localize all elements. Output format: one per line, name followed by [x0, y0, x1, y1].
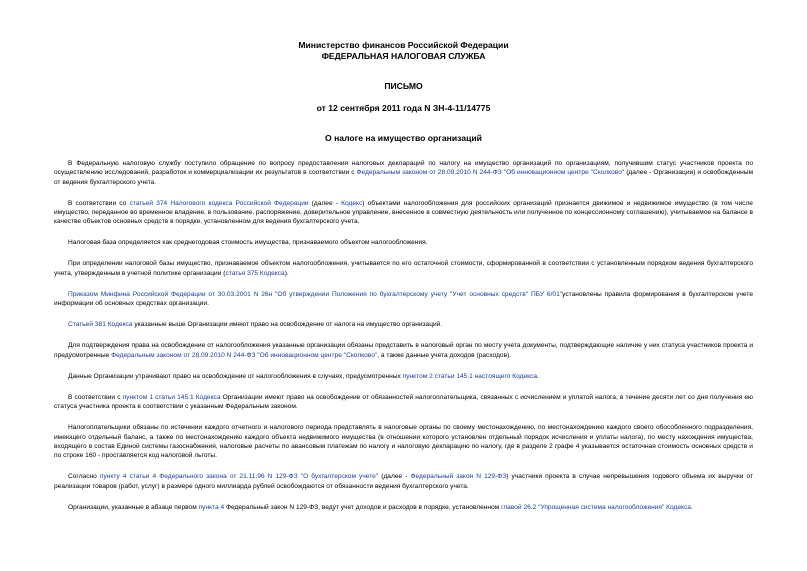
paragraph-text: Организации имеют право на освобождение от обязанностей налогоплательщика, связанных с исчислением и уплатой налога, в течение десяти лет со дня получения ею статуса участника проекта в соответствии с указанным Федеральным законом.	[54, 393, 753, 411]
paragraph-10	[54, 423, 753, 460]
paragraph-text: ).	[284, 269, 289, 277]
paragraph-text: Организации, указанные в абзаце первом	[68, 503, 199, 511]
paragraph-11	[54, 472, 753, 491]
paragraph-9	[54, 393, 753, 412]
paragraph-text: (далее - Организации) и освобожденным от ведения бухгалтерского учета.	[54, 169, 753, 186]
document-body	[54, 159, 753, 512]
paragraph-text: ) объектами налогообложения для российских организаций признается движимое и недвижимое имущество (в том числе имущество, переданное во временное владение, в пользование, распоряжение, доверительное управление, внесенное в совместную деятельность или полученное по концессионному соглашению), учитываемое на балансе в качестве объектов основных средств в порядке, установленном для ведения бухгалтерского учета.	[54, 199, 753, 226]
paragraph-6	[54, 320, 753, 329]
paragraph-2	[54, 199, 753, 227]
paragraph-text: (далее -	[378, 473, 411, 481]
paragraph-1	[54, 159, 753, 187]
paragraph-text: ) участники проекта в случае непревышения годового объема их выручки от реализации товаров (работ, услуг) в размере одного миллиарда рублей освобождаются от обязанности ведения бухгалтерского учета.	[54, 473, 753, 490]
paragraph-text: Налоговая база определяется как среднегодовая стоимость имущества, признаваемого объектом налогообложения.	[68, 239, 428, 247]
paragraph-text: Для подтверждения права на освобождение от налогообложения указанные организации обязаны представить в налоговый орган по месту учета документы, подтверждающие наличие у них статуса участников проекта и предусмотренные	[54, 342, 753, 359]
document-link[interactable]: пункту 4 статьи 4 Федерального закона от 21.11.96 N 129-ФЗ "О бухгалтерском учете"	[99, 473, 379, 481]
paragraph-text: .	[690, 503, 693, 511]
document-header	[54, 40, 753, 113]
document-link[interactable]: пункта 4	[198, 503, 225, 511]
paragraph-7	[54, 341, 753, 360]
paragraph-text: В соответствии с	[68, 393, 123, 401]
paragraph-text: При определении налоговой базы имущество, признаваемое объектом налогообложения, учитывается по его остаточной стоимости, сформированной в соответствии с установленным порядком ведения бухгалтерского учета, утвержденным в учетной политике организации (	[54, 260, 753, 277]
paragraph-text: Федеральный закон N 129-ФЗ, ведут учет доходов и расходов в порядке, установленном	[224, 503, 502, 511]
document-link[interactable]: Федеральным законом от 28.09.2010 N 244-ФЗ "Об инновационном центре "Сколково"	[356, 169, 625, 177]
paragraph-text: , а также данные учета доходов (расходов).	[377, 351, 512, 359]
ministry-name: Министерство финансов Российской Федерации	[298, 40, 509, 50]
paragraph-5	[54, 290, 753, 309]
paragraph-8	[54, 372, 753, 381]
document-link[interactable]: Приказом Минфина Российской Федерации от 30.03.2001 N 26н "Об утверждении Положения по бухгалтерскому учету "Учет основных средств" ПБУ 6/01"	[68, 290, 563, 298]
document-link[interactable]: статьей 374 Налогового кодекса Российской Федерации	[129, 199, 309, 207]
service-name: ФЕДЕРАЛЬНАЯ НАЛОГОВАЯ СЛУЖБА	[321, 50, 486, 61]
document-type: ПИСЬМО	[384, 81, 423, 91]
document-link[interactable]: статья 375 Кодекса	[225, 269, 285, 277]
paragraph-text: установлены правила формирования в бухгалтерском учете информации об основных средствах организации.	[54, 290, 753, 308]
paragraph-text: Согласно	[68, 473, 100, 481]
paragraph-text: В соответствии со	[68, 199, 130, 207]
paragraph-4	[54, 259, 753, 278]
document-link[interactable]: главой 26.2 "Упрощенная система налогообложения" Кодекса	[501, 503, 691, 511]
paragraph-text: .	[537, 372, 539, 380]
document-link[interactable]: Федеральным законом от 28.09.2010 N 244-ФЗ "Об инновационном центре "Сколково"	[111, 351, 378, 359]
document-link[interactable]: пунктом 2 статьи 145.1 настоящего Кодекса	[402, 372, 538, 380]
document-link[interactable]: Статьей 381 Кодекса	[68, 321, 133, 329]
paragraph-text: (далее -	[308, 199, 342, 207]
document-link[interactable]: пунктом 1 статьи 145.1 Кодекса	[122, 393, 221, 401]
document-link[interactable]: Кодекс	[341, 199, 363, 207]
paragraph-text: Налогоплательщики обязаны по истечении каждого отчетного и налогового периода представлять в налоговые органы по своему местонахождению, по местонахождению каждого своего обособленного подразделения, имеющего отдельный баланс, а также по местонахождению каждого объекта недвижимого имущества (в отношении которого установлен отдельный порядок исчисления и уплаты налога), по месту нахождения имущества, входящего в состав Единой системы газоснабжения, налоговые расчеты по авансовым платежам по налогу и налоговую декларацию по налогу, где в разделе 2 графе 4 указывается остаточная стоимость основных средств и по строке 160 - проставляется код налоговой льготы.	[54, 424, 753, 460]
paragraph-text: В Федеральную налоговую службу поступило обращение по вопросу предоставления налоговых деклараций по налогу на имущество организаций по организациям, получившим статус участников проекта по осуществлению исследований, разработок и коммерциализации их результатов в соответствии с	[54, 160, 753, 177]
paragraph-12	[54, 503, 753, 512]
paragraph-text: Данные Организации утрачивают право на освобождение от налогообложения в случаях, предусмотренных	[68, 372, 403, 380]
paragraph-3	[54, 238, 753, 247]
paragraph-text: указанные выше Организации имеют право на освобождение от налога на имущество организаций.	[132, 321, 443, 329]
document-link[interactable]: Федеральный закон N 129-ФЗ	[410, 473, 507, 481]
document-subject: О налоге на имущество организаций	[325, 133, 482, 143]
document-date: от 12 сентября 2011 года N ЗН-4-11/14775	[316, 102, 491, 113]
